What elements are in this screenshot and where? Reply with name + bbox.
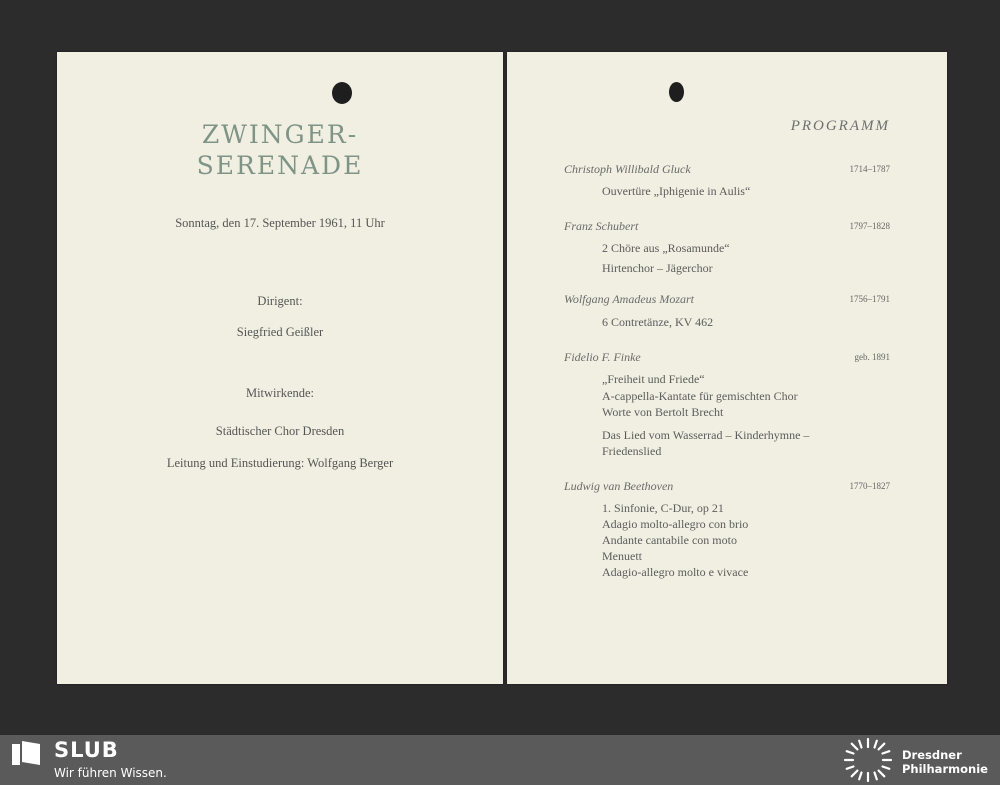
punch-hole	[332, 82, 352, 104]
slub-tagline: Wir führen Wissen.	[54, 766, 167, 780]
philharmonie-logo-text	[902, 748, 988, 776]
philharmonie-line-2: Philharmonie	[902, 762, 988, 776]
work-line: Adagio molto-allegro con brio	[602, 517, 749, 531]
work-line: Menuett	[602, 549, 642, 563]
composer-years: 1770–1827	[849, 481, 890, 491]
performers-label: Mitwirkende:	[245, 386, 315, 400]
work-line: Adagio-allegro molto e vivace	[602, 565, 749, 579]
work-line: Das Lied vom Wasserrad – Kinderhymne –	[602, 428, 810, 442]
title-line-1: ZWINGER-	[201, 120, 359, 149]
right-page	[507, 52, 947, 684]
work-line: „Freiheit und Friede“	[602, 372, 705, 386]
composer-years: 1797–1828	[849, 221, 890, 231]
work-line: 1. Sinfonie, C-Dur, op 21	[602, 501, 724, 515]
philharmonie-line-1: Dresdner	[902, 748, 962, 762]
composer-name: Christoph Willibald Gluck	[564, 162, 691, 176]
work-line: Friedenslied	[602, 444, 662, 458]
composer-years: geb. 1891	[854, 352, 890, 362]
concert-date: Sonntag, den 17. September 1961, 11 Uhr	[175, 216, 385, 230]
composer-years: 1756–1791	[849, 294, 890, 304]
work-line: Ouvertüre „Iphigenie in Aulis“	[602, 184, 751, 198]
work-line: Hirtenchor – Jägerchor	[602, 261, 713, 275]
conductor-name: Siegfried Geißler	[236, 325, 324, 339]
work-line: Andante cantabile con moto	[602, 533, 737, 547]
composer-name: Franz Schubert	[564, 219, 639, 233]
work-line: 6 Contretänze, KV 462	[602, 315, 714, 329]
choir-name: Städtischer Chor Dresden	[215, 424, 345, 438]
title-line-2: SERENADE	[196, 151, 364, 180]
slub-logo-text: SLUB	[54, 738, 119, 762]
slub-logo-icon	[12, 741, 40, 765]
philharmonie-sun-icon	[843, 737, 893, 783]
left-page	[57, 52, 503, 684]
work-line: 2 Chöre aus „Rosamunde“	[602, 241, 730, 255]
work-line: A-cappella-Kantate für gemischten Chor	[602, 389, 798, 403]
choir-direction: Leitung und Einstudierung: Wolfgang Berger	[166, 456, 394, 470]
conductor-label: Dirigent:	[257, 294, 303, 308]
composer-name: Ludwig van Beethoven	[564, 479, 674, 493]
composer-name: Fidelio F. Finke	[564, 350, 641, 364]
composer-name: Wolfgang Amadeus Mozart	[564, 292, 695, 306]
work-line: Worte von Bertolt Brecht	[602, 405, 724, 419]
punch-hole	[669, 82, 684, 102]
program-heading: PROGRAMM	[790, 118, 890, 134]
composer-years: 1714–1787	[849, 164, 890, 174]
